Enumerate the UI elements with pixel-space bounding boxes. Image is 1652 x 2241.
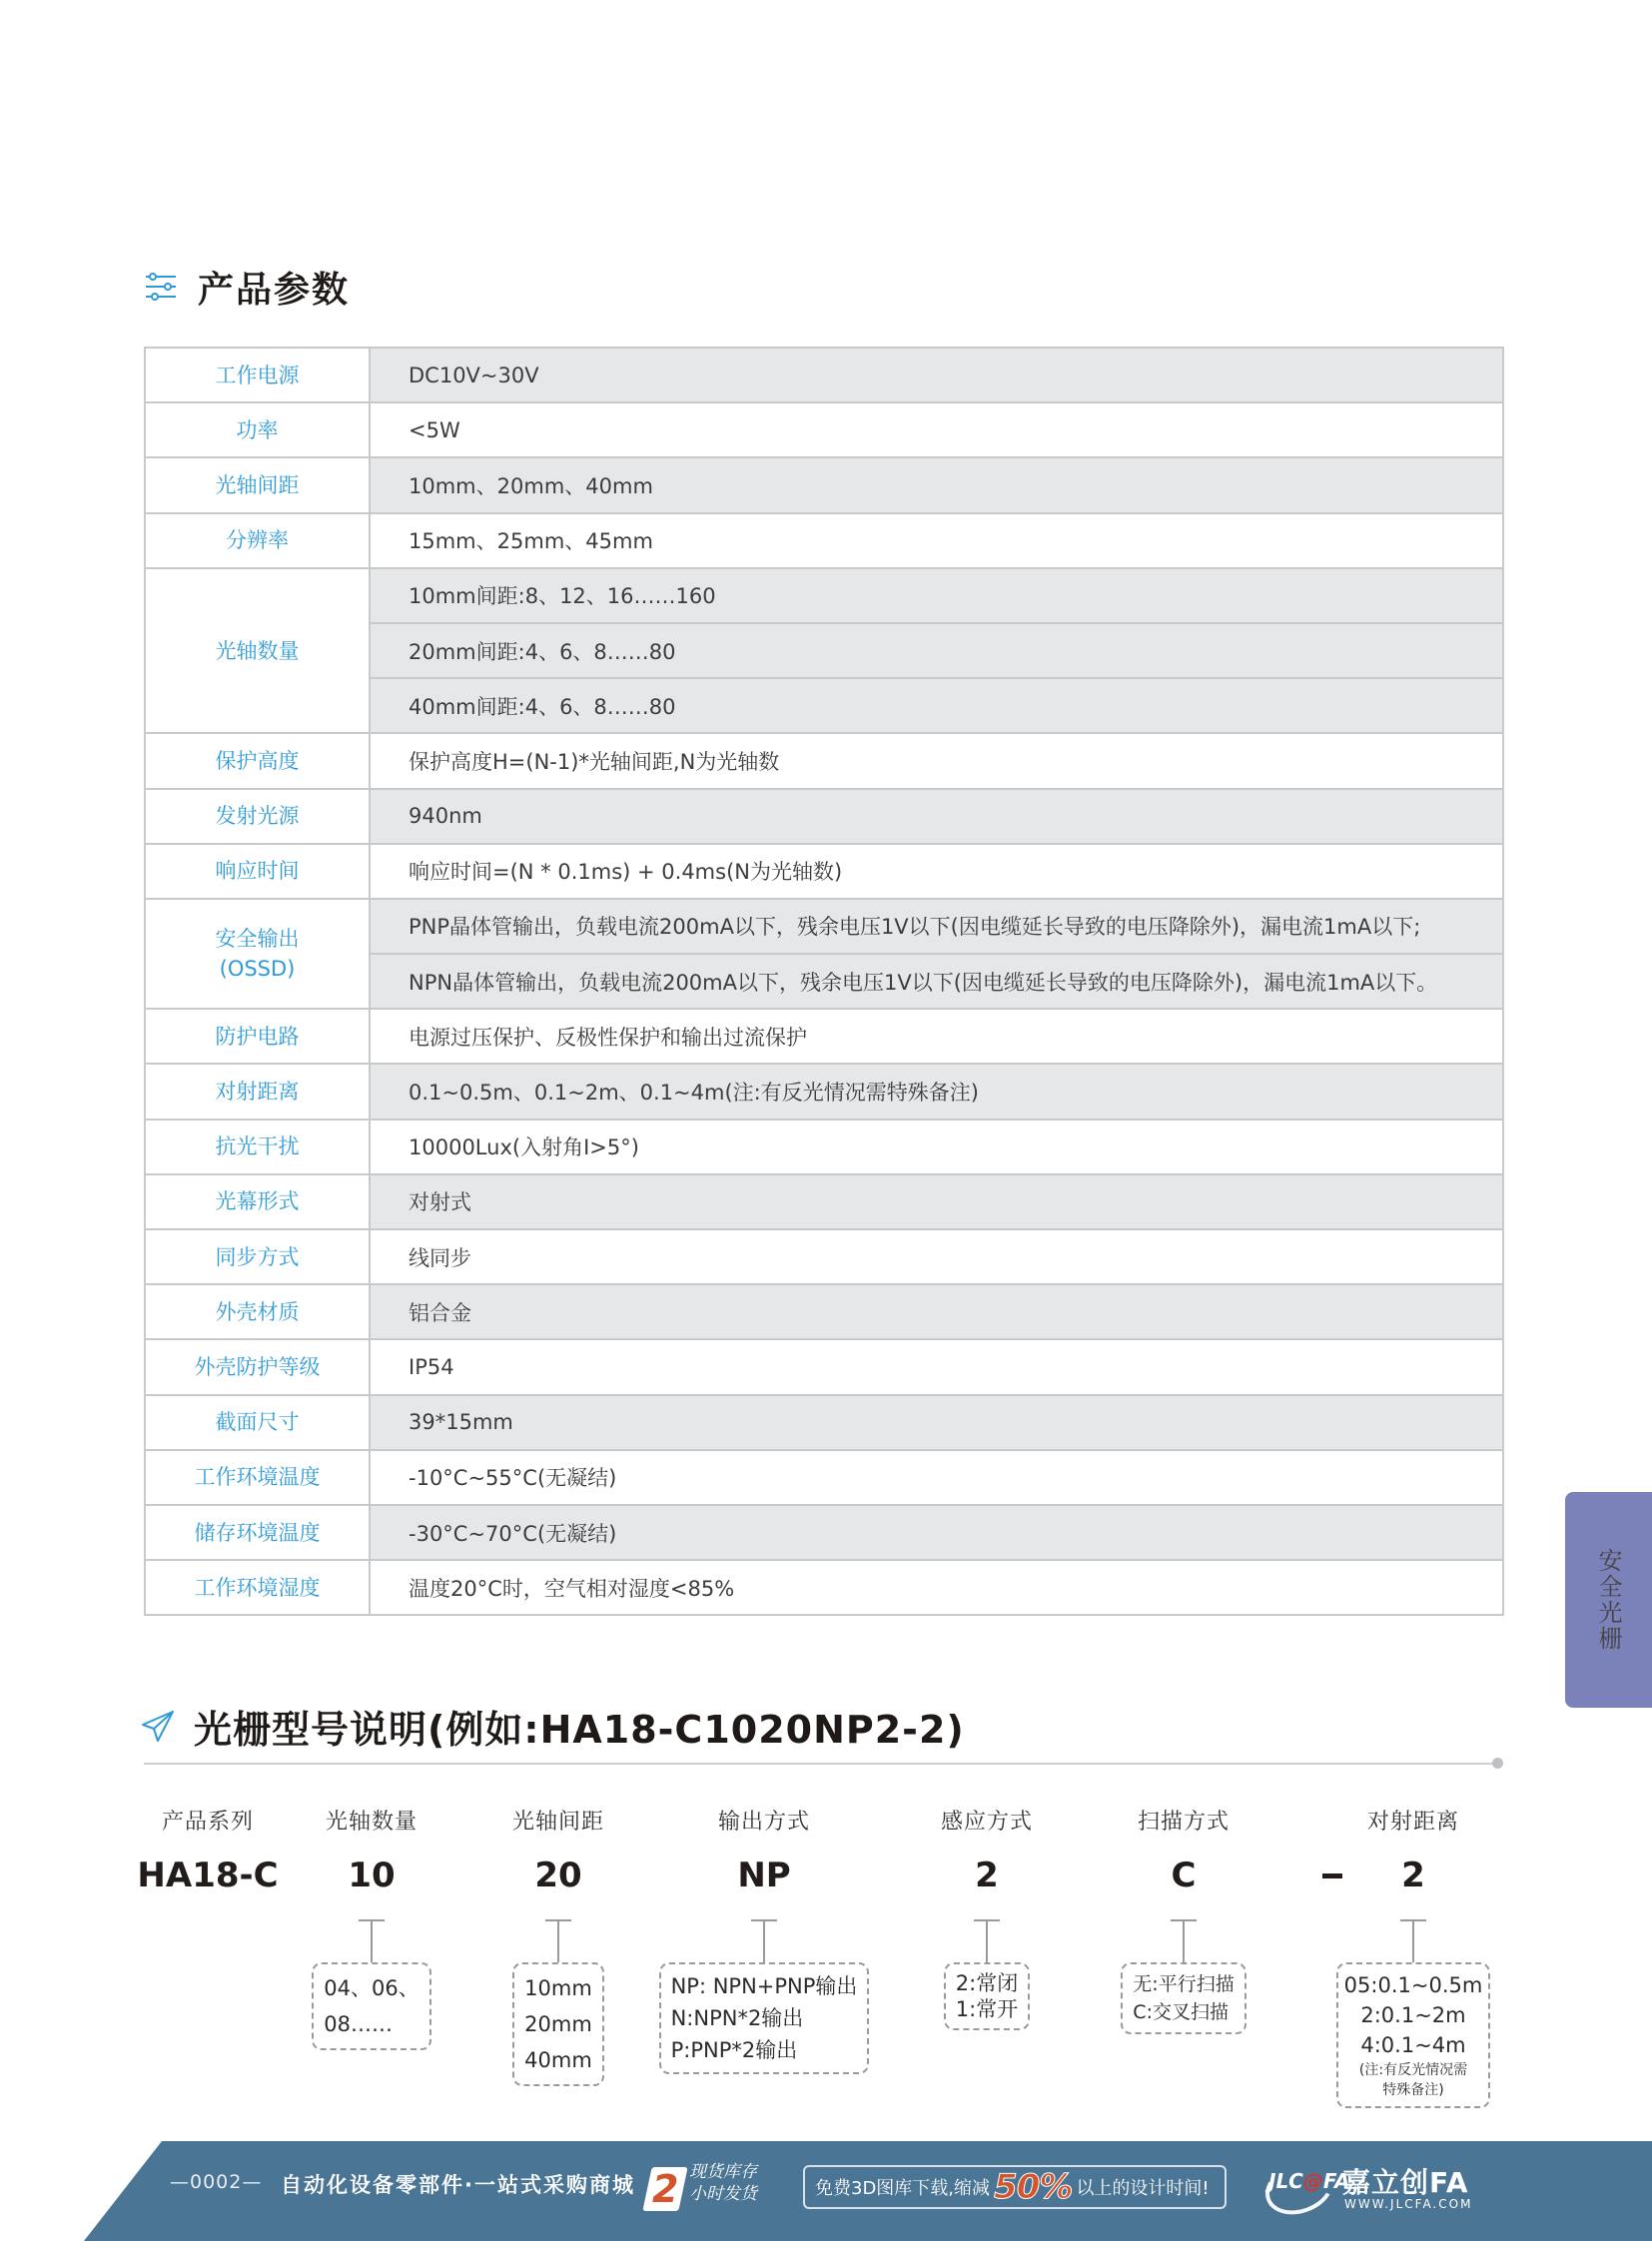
table-row [145, 844, 1503, 899]
param-label: 响应时间 [145, 844, 370, 899]
param-value: 响应时间=(N * 0.1ms) + 0.4ms(N为光轴数) [370, 844, 1503, 899]
table-row [145, 402, 1503, 457]
table-row [145, 1505, 1503, 1560]
option-line: 05:0.1~0.5m [1343, 1973, 1483, 1997]
param-label: 同步方式 [145, 1229, 370, 1284]
stock-text [689, 2161, 757, 2205]
option-note: (注:有反光情况需 [1358, 2062, 1468, 2078]
param-value: 铝合金 [370, 1284, 1503, 1339]
param-label-line1: 安全输出 [215, 927, 300, 952]
param-label: 外壳防护等级 [145, 1339, 370, 1394]
param-value: PNP晶体管输出，负载电流200mA以下，残余电压1V以下(因电缆延长导致的电压降除外)，漏电流1mA以下; [370, 899, 1503, 954]
param-value: 10mm间距:8、12、16……160 [370, 568, 1503, 623]
param-value: 940nm [370, 789, 1503, 844]
param-value: 20mm间距:4、6、8……80 [370, 623, 1503, 678]
model-col-label: 扫描方式 [1137, 1810, 1230, 1835]
table-row [145, 1450, 1503, 1505]
param-label: 光幕形式 [145, 1174, 370, 1229]
param-value: 保护高度H=(N-1)*光轴间距,N为光轴数 [370, 733, 1503, 788]
logo-mark: JLC@FA [1268, 2169, 1350, 2193]
promo-banner[interactable] [803, 2165, 1227, 2209]
model-col-sensing [932, 1806, 1042, 2030]
logo-url: WWW.JLCFA.COM [1344, 2197, 1473, 2211]
param-label: 功率 [145, 402, 370, 457]
promo-text-before: 免费3D图库下载,缩减 [815, 2178, 991, 2199]
model-col-axis-spacing [508, 1806, 608, 2086]
option-line: NP: NPN+PNP输出 [670, 1974, 858, 1998]
model-col-code: 2 [975, 1856, 999, 1895]
connector-line [545, 1919, 571, 1979]
option-line: 4:0.1~4m [1360, 2033, 1466, 2057]
model-col-series [137, 1806, 279, 1901]
stock-line2: 小时发货 [689, 2184, 757, 2204]
table-row [145, 1120, 1503, 1174]
model-col-code: NP [737, 1856, 791, 1895]
param-value: 对射式 [370, 1174, 1503, 1229]
param-value: <5W [370, 402, 1503, 457]
connector-line [1171, 1919, 1197, 1979]
param-label: 保护高度 [145, 733, 370, 788]
table-row [145, 1064, 1503, 1119]
option-line: C:交叉扫描 [1133, 2001, 1229, 2023]
table-row [145, 899, 1503, 954]
option-line: 08…… [324, 2012, 394, 2036]
option-line: P:PNP*2输出 [670, 2038, 798, 2062]
model-col-label: 输出方式 [717, 1810, 810, 1835]
promo-percent: 50% [994, 2167, 1073, 2207]
param-label-line2: (OSSD) [219, 957, 296, 982]
param-value: -10°C~55°C(无凝结) [370, 1450, 1503, 1505]
model-col-code: 20 [534, 1856, 582, 1895]
params-table [144, 347, 1504, 1616]
param-label: 抗光干扰 [145, 1120, 370, 1174]
option-line: 无:平行扫描 [1133, 1973, 1235, 1995]
param-value: 10mm、20mm、40mm [370, 457, 1503, 512]
table-row [145, 1009, 1503, 1064]
options-box [1336, 1962, 1491, 2108]
logo-name: 嘉立创FA [1342, 2166, 1469, 2199]
table-row [145, 1395, 1503, 1450]
param-value: 39*15mm [370, 1395, 1503, 1450]
model-col-label: 对射距离 [1366, 1810, 1459, 1835]
section-divider [144, 1763, 1494, 1765]
param-label: 发射光源 [145, 789, 370, 844]
table-row [145, 513, 1503, 568]
model-col-code: 2 [1401, 1856, 1425, 1895]
option-line: 2:0.1~2m [1360, 2003, 1466, 2027]
badge-number: 2 [651, 2167, 679, 2211]
stock-line1: 现货库存 [689, 2162, 757, 2182]
param-value: NPN晶体管输出，负载电流200mA以下，残余电压1V以下(因电缆延长导致的电压降除外)，漏电流1mA以下。 [370, 954, 1503, 1009]
table-row [145, 1284, 1503, 1339]
page-number: —0002— [170, 2171, 263, 2193]
footer-slogan: 自动化设备零部件·一站式采购商城 [281, 2173, 635, 2197]
param-value: 温度20°C时，空气相对湿度<85% [370, 1560, 1503, 1615]
model-col-output [639, 1806, 889, 2074]
connector-line [359, 1919, 385, 1979]
param-label: 储存环境温度 [145, 1505, 370, 1560]
param-label: 外壳材质 [145, 1284, 370, 1339]
param-value: DC10V~30V [370, 348, 1503, 402]
table-row [145, 789, 1503, 844]
option-line: N:NPN*2输出 [670, 2006, 804, 2030]
side-tab-safety-light-curtain[interactable] [1565, 1492, 1652, 1708]
side-tab-label: 安全光栅 [1594, 1548, 1622, 1652]
param-label: 分辨率 [145, 513, 370, 568]
promo-text-after: 以上的设计时间! [1076, 2178, 1210, 2199]
param-label: 截面尺寸 [145, 1395, 370, 1450]
model-col-label: 感应方式 [940, 1810, 1033, 1835]
model-col-code: HA18-C [137, 1856, 279, 1895]
param-label: 工作环境湿度 [145, 1560, 370, 1615]
model-col-code: 10 [348, 1856, 396, 1895]
param-value: 线同步 [370, 1229, 1503, 1284]
paper-plane-icon [140, 1708, 176, 1744]
connector-line [1400, 1919, 1426, 1979]
model-col-scan [1119, 1806, 1248, 2034]
table-row [145, 348, 1503, 402]
param-value: 0.1~0.5m、0.1~2m、0.1~4m(注:有反光情况需特殊备注) [370, 1064, 1503, 1119]
option-line: 10mm [524, 1976, 592, 2000]
param-label: 光轴间距 [145, 457, 370, 512]
param-label: 防护电路 [145, 1009, 370, 1064]
table-row [145, 1560, 1503, 1615]
param-value: 40mm间距:4、6、8……80 [370, 678, 1503, 733]
model-col-label: 产品系列 [161, 1810, 254, 1835]
params-section-header [144, 262, 350, 312]
table-row [145, 733, 1503, 788]
option-line: 04、06、 [324, 1976, 419, 2000]
model-col-distance [1338, 1806, 1488, 2108]
param-value: IP54 [370, 1339, 1503, 1394]
table-row [145, 568, 1503, 623]
table-row [145, 457, 1503, 512]
connector-line [751, 1919, 777, 1979]
table-row [145, 1339, 1503, 1394]
param-label: 对射距离 [145, 1064, 370, 1119]
param-label: 工作环境温度 [145, 1450, 370, 1505]
param-value: 15mm、25mm、45mm [370, 513, 1503, 568]
option-line: 40mm [524, 2048, 592, 2072]
model-col-axis-count [322, 1806, 421, 2050]
connector-line [974, 1919, 1000, 1979]
param-label [145, 899, 370, 1009]
divider-dot [1492, 1758, 1503, 1769]
param-value: -30°C~70°C(无凝结) [370, 1505, 1503, 1560]
option-line: 2:常闭 [955, 1971, 1019, 1995]
model-section-header [140, 1698, 965, 1754]
model-col-label: 光轴数量 [325, 1810, 417, 1835]
jlcfa-logo[interactable] [1268, 2161, 1478, 2221]
table-row [145, 1174, 1503, 1229]
sliders-icon [144, 272, 178, 302]
param-label: 工作电源 [145, 348, 370, 402]
options-box [512, 1962, 604, 2086]
param-label: 光轴数量 [145, 568, 370, 734]
option-line: 1:常开 [955, 1997, 1019, 2021]
model-col-code: C [1171, 1856, 1197, 1895]
param-value: 电源过压保护、反极性保护和输出过流保护 [370, 1009, 1503, 1064]
model-col-label: 光轴间距 [511, 1810, 604, 1835]
param-value: 10000Lux(入射角I>5°) [370, 1120, 1503, 1174]
option-note: 特殊备注) [1382, 2082, 1444, 2098]
model-section-title: 光栅型号说明(例如:HA18-C1020NP2-2) [194, 1707, 965, 1752]
option-line: 20mm [524, 2012, 592, 2036]
params-section-title: 产品参数 [198, 269, 351, 311]
footer-banner [0, 2141, 1652, 2241]
table-row [145, 1229, 1503, 1284]
